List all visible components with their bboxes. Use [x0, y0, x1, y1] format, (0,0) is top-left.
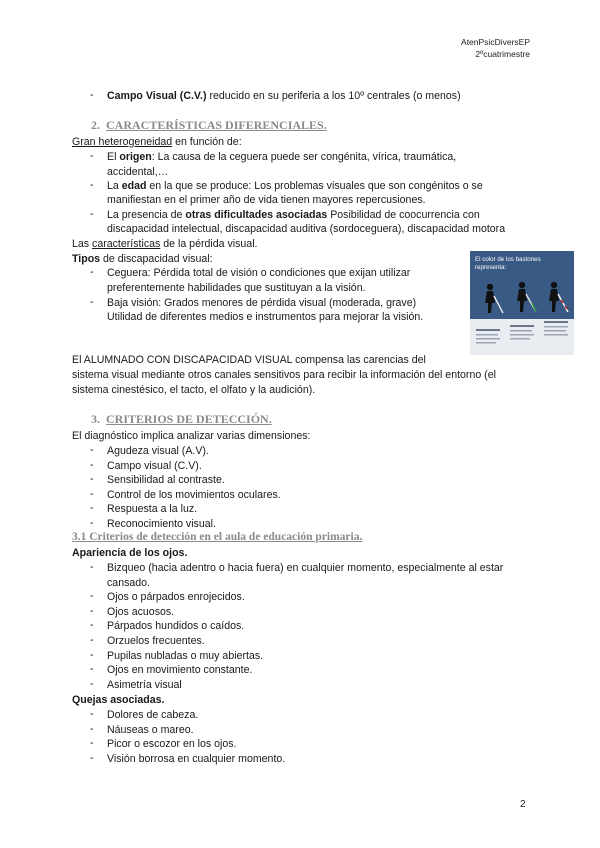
list-item: Párpados hundidos o caídos.: [107, 620, 245, 633]
bullet-dash: -: [90, 648, 94, 661]
paragraph: Gran heterogeneidad en función de:: [72, 136, 242, 148]
list-item: Picor o escozor en los ojos.: [107, 738, 237, 751]
header-course: AtenPsicDiversEP: [461, 37, 530, 47]
list-item: Ojos o párpados enrojecidos.: [107, 591, 245, 604]
bullet-dash: -: [90, 590, 94, 603]
bullet-dash: -: [90, 517, 94, 529]
bullet-dash: -: [90, 444, 94, 456]
list-item: Control de los movimientos oculares.: [107, 488, 281, 501]
canes-image: [470, 251, 574, 355]
bullet-dash: -: [90, 677, 94, 690]
paragraph: El diagnóstico implica analizar varias dimensiones:: [72, 430, 311, 442]
image-subtitle: representa:: [475, 264, 507, 271]
list-item: Asimetría visual: [107, 678, 182, 691]
list-item-continuation: manifiestan en el primer año de vida tienen mayores repercusiones.: [107, 194, 426, 206]
bullet-dash: -: [90, 751, 94, 764]
list-item: Agudeza visual (A.V).: [107, 445, 209, 457]
image-title: El color de los bastones: [475, 256, 541, 263]
paragraph: sistema cinestésico, el tacto, el olfato y la audición).: [72, 384, 316, 396]
bullet-dash: -: [90, 619, 94, 632]
paragraph: El ALUMNADO CON DISCAPACIDAD VISUAL compensa las carencias del: [72, 354, 426, 366]
paragraph: sistema visual mediante otros canales sensitivos para recibir la información del entorno (el: [72, 369, 496, 381]
canes-illustration: [470, 251, 574, 355]
paragraph: Tipos de discapacidad visual:: [72, 253, 213, 265]
list-item: Náuseas o mareo.: [107, 723, 194, 736]
list-item: La edad en la que se produce: Los problemas visuales que son congénitos o se: [107, 180, 483, 192]
group-title: Quejas asociadas.: [72, 694, 165, 706]
list-item: Bizqueo (hacia adentro o hacia fuera) en cualquier momento, especialmente al estar: [107, 562, 504, 574]
list-item: La presencia de otras dificultades asociadas Posibilidad de coocurrencia con: [107, 209, 480, 221]
list-item: El origen: La causa de la ceguera puede ser congénita, vírica, traumática,: [107, 151, 457, 163]
page-number: 2: [520, 799, 526, 810]
list-item-continuation: discapacidad intelectual, discapacidad auditiva (sordoceguera), discapacidad motora: [107, 223, 506, 235]
list-item: Sensibilidad al contraste.: [107, 474, 225, 487]
header-term: 2ºcuatrimestre: [475, 49, 530, 59]
list-item: Ojos acuosos.: [107, 605, 175, 618]
list-item: Pupilas nubladas o muy abiertas.: [107, 649, 264, 662]
group-title: Apariencia de los ojos.: [72, 547, 188, 559]
list-item-continuation: preferentemente habilidades que sustituyan a la visión.: [107, 282, 366, 294]
bullet-dash: -: [90, 663, 94, 676]
bullet-dash: -: [90, 487, 94, 500]
list-item: Respuesta a la luz.: [107, 503, 198, 516]
bullet-dash: -: [90, 502, 94, 515]
bullet-dash: -: [90, 473, 94, 486]
list-item: Reconocimiento visual.: [107, 518, 216, 530]
bullet-dash: -: [90, 708, 94, 720]
list-item-continuation: Utilidad de diferentes medios e instrumentos para mejorar la visión.: [107, 311, 424, 323]
list-item: Campo visual (C.V).: [107, 459, 202, 472]
list-item: Visión borrosa en cualquier momento.: [107, 752, 286, 765]
bullet-dash: -: [90, 561, 94, 573]
list-item-continuation: cansado.: [107, 576, 150, 589]
list-item: Ojos en movimiento constante.: [107, 664, 253, 677]
section-heading: 3. CRITERIOS DE DETECCIÓN.: [91, 412, 272, 426]
list-item-continuation: accidental,…: [107, 166, 169, 178]
paragraph: Las características de la pérdida visual.: [72, 238, 258, 250]
list-item: Baja visión: Grados menores de pérdida visual (moderada, grave): [107, 297, 417, 309]
list-item: Dolores de cabeza.: [107, 709, 199, 721]
section-heading: 2. CARACTERÍSTICAS DIFERENCIALES.: [91, 118, 327, 132]
list-item: Campo Visual (C.V.) reducido en su periferia a los 10º centrales (o menos): [107, 90, 461, 102]
bullet-dash: -: [90, 722, 94, 735]
bullet-dash: -: [90, 89, 94, 101]
subsection-heading: 3.1 Criterios de detección en el aula de educación primaria.: [72, 531, 363, 543]
bullet-dash: -: [90, 737, 94, 750]
list-item: Orzuelos frecuentes.: [107, 635, 205, 647]
page-header: [461, 36, 530, 60]
bullet-dash: -: [90, 458, 94, 471]
bullet-dash: -: [90, 634, 94, 646]
list-item: Ceguera: Pérdida total de visión o condiciones que exijan utilizar: [107, 267, 411, 279]
bullet-dash: -: [90, 604, 94, 617]
